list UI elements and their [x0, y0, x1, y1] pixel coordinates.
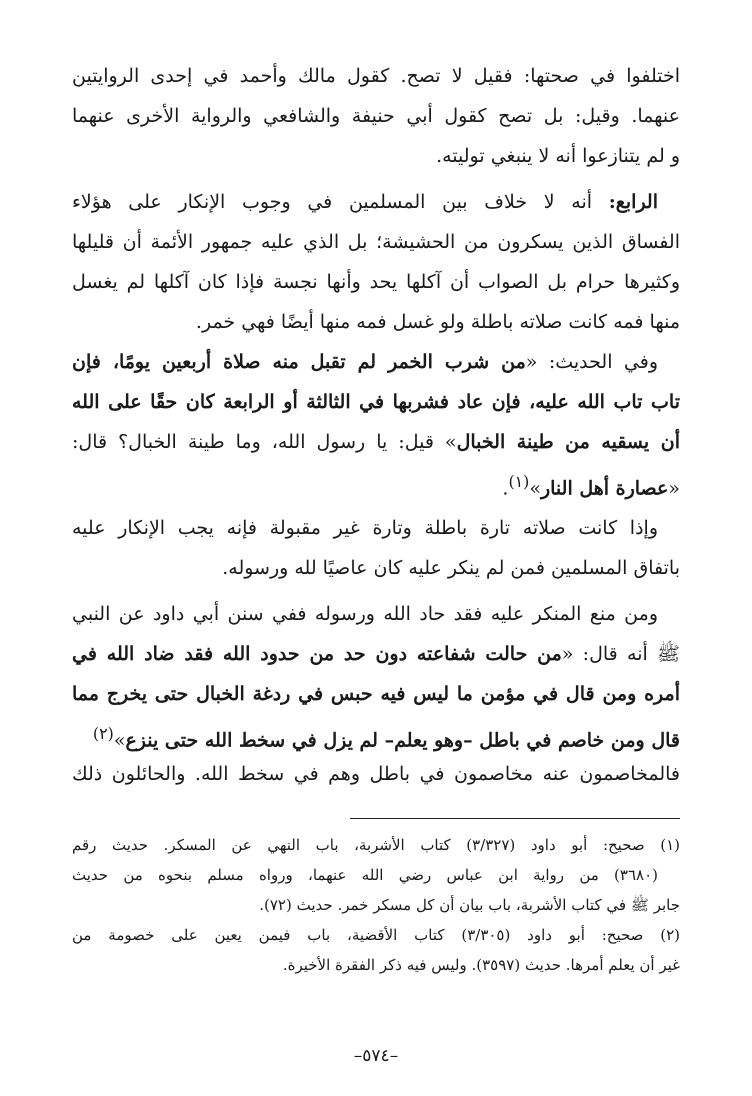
text-run: »	[113, 729, 126, 752]
hadith-line	[72, 382, 680, 422]
text-line: الفساق الذين يسكرون من الحشيشة؛ بل الذي عليه جمهور الأئمة أن قليلها	[72, 231, 680, 253]
footnote-1-cont: (٣٦٨٠) من رواية ابن عباس رضي الله عنهما، ورواه مسلم بنحوه من حديث	[72, 866, 658, 884]
hadith-line	[72, 422, 680, 462]
text-line: وكثيرها حرام بل الصواب أن آكلها يحد وأنها نجسة فإذا كان آكلها لم يغسل	[72, 271, 680, 293]
footnotes	[72, 830, 680, 980]
hadith-line	[72, 462, 680, 502]
section-lead: الرابع:	[608, 191, 658, 213]
text-run: أنه لا خلاف بين المسلمين في وجوب الإنكار على هؤلاء	[72, 191, 593, 213]
footnote-divider	[350, 818, 680, 819]
text-line: و لم يتنازعوا أنه لا ينبغي توليته.	[436, 145, 680, 167]
text-line: باتفاق المسلمين فمن لم ينكر عليه كان عاصيًا لله ورسوله.	[222, 557, 680, 579]
text-line: وإذا كانت صلاته تارة باطلة وتارة غير مقبولة فإنه يجب الإنكار عليه	[72, 517, 658, 539]
text-line: اختلفوا في صحتها: فقيل لا تصح. كقول مالك وأحمد في إحدى الروايتين	[72, 65, 680, 87]
hadith-text: تاب تاب الله عليه، فإن عاد فشربها في الثالثة أو الرابعة كان حقًا على الله	[72, 391, 680, 413]
footnote-ref-2[interactable]: (٢)	[92, 724, 114, 743]
text-run: «	[668, 477, 680, 500]
hadith-line	[72, 674, 680, 714]
text-run: »	[529, 477, 541, 500]
hadith-line	[72, 634, 680, 674]
text-line: منها فمه كانت صلاته باطلة ولو غسل فمه منها أيضًا فهي خمر.	[195, 311, 680, 333]
hadith-text: قال ومن خاصم في باطل –وهو يعلم– لم يزل في سخط الله حتى ينزع	[125, 729, 680, 752]
main-text	[72, 56, 680, 794]
footnote-2: (٢) صحيح: أبو داود (٣/٣٠٥) كتاب الأقضية، باب فيمن يعين على خصومة من	[72, 926, 680, 944]
footnote-1: (١) صحيح: أبو داود (٣/٣٢٧) كتاب الأشربة، باب النهي عن المسكر. حديث رقم	[72, 836, 680, 854]
paragraph-fourth	[72, 182, 680, 222]
hadith-text: من حالت شفاعته دون حد من حدود الله فقد ضاد الله في	[72, 643, 562, 665]
hadith-line	[72, 714, 680, 754]
footnote-ref-1[interactable]: (١)	[508, 472, 530, 491]
hadith-text: أن يسقيه من طينة الخبال	[456, 431, 680, 453]
hadith-text: أمره ومن قال في مؤمن ما ليس فيه حبس في ردغة الخبال حتى يخرج مما	[72, 683, 680, 705]
text-run: وفي الحديث: «	[525, 351, 659, 373]
text-line: ومن منع المنكر عليه فقد حاد الله ورسوله ففي سنن أبي داود عن النبي	[72, 603, 658, 625]
footnote-2-cont: غير أن يعلم أمرها. حديث (٣٥٩٧). وليس فيه ذكر الفقرة الأخيرة.	[282, 956, 680, 974]
text-run: ﷺ أنه قال: «	[561, 643, 680, 665]
text-run: » قيل: يا رسول الله، وما طينة الخبال؟ قال:	[72, 431, 457, 453]
text-run: .	[502, 477, 509, 500]
text-line: عنهما. وقيل: بل تصح كقول أبي حنيفة والشافعي والرواية الأخرى عنهما	[72, 105, 680, 127]
hadith-text: عصارة أهل النار	[540, 477, 669, 500]
text-line: فالمخاصمون عنه مخاصمون في باطل وهم في سخط الله. والحائلون ذلك	[72, 763, 680, 785]
hadith-line	[72, 342, 680, 382]
hadith-text: من شرب الخمر لم تقبل منه صلاة أربعين يومًا، فإن	[72, 351, 526, 373]
page-number: –٥٧٤–	[353, 1046, 399, 1066]
footnote-1-cont: جابر ﷺ في كتاب الأشربة، باب بيان أن كل مسكر خمر. حديث (٧٢).	[259, 896, 680, 914]
